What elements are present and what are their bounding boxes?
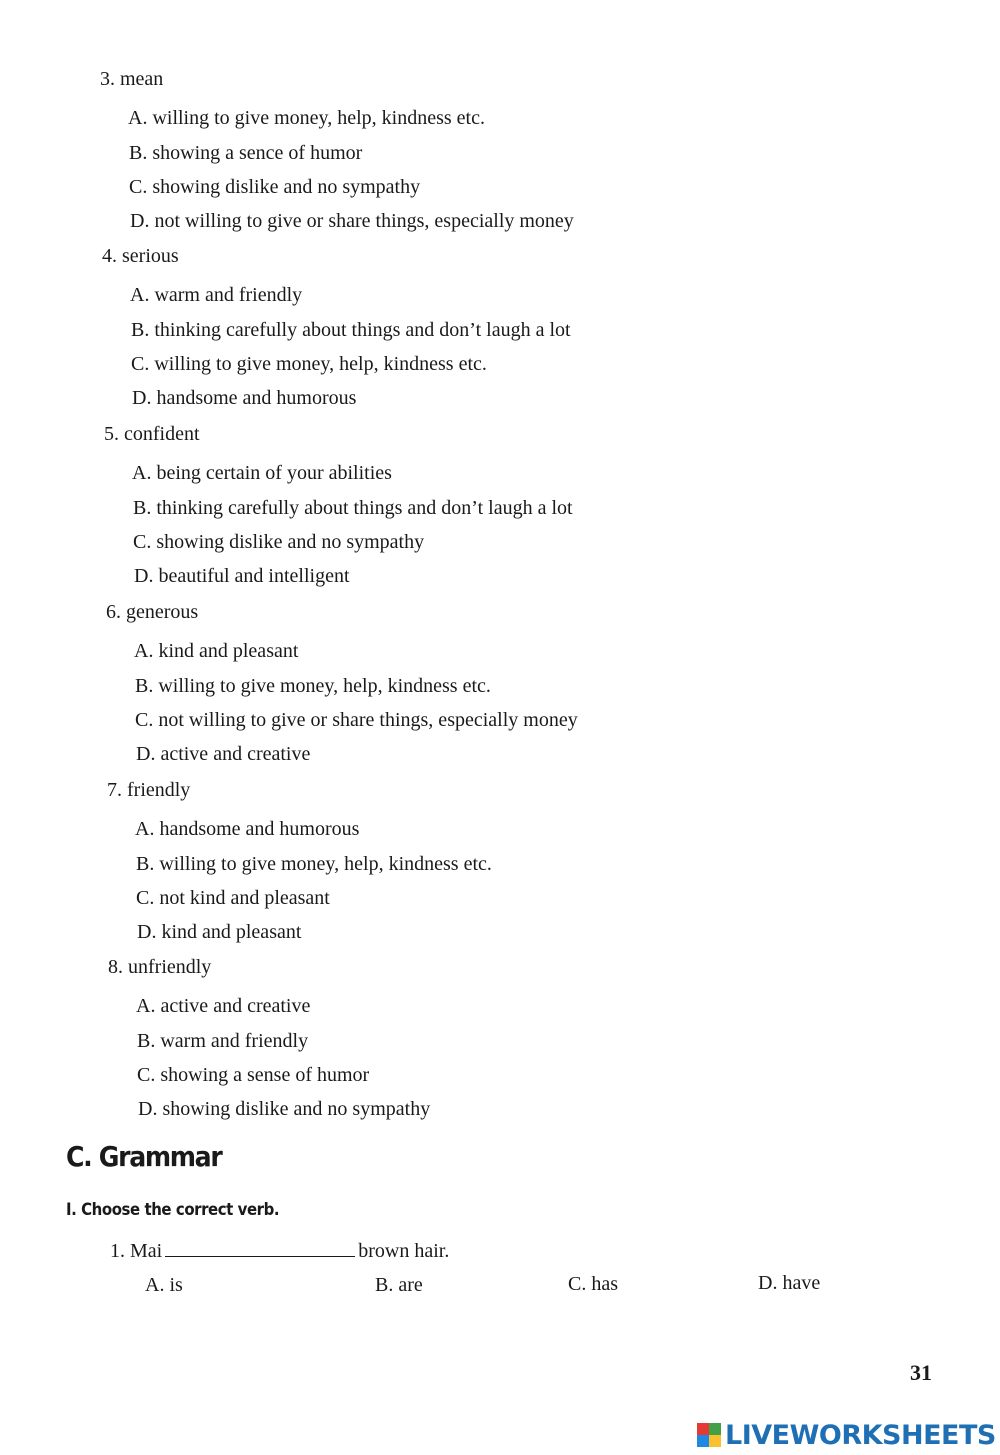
grammar-question [110, 1238, 449, 1263]
answer-option[interactable]: D. beautiful and intelligent [134, 565, 350, 587]
liveworksheets-logo [697, 1420, 996, 1450]
brand-icon [697, 1423, 721, 1447]
exercise-instruction: I. Choose the correct verb. [66, 1200, 280, 1220]
answer-blank[interactable] [165, 1238, 355, 1257]
answer-option[interactable]: B. willing to give money, help, kindness etc. [135, 675, 491, 697]
answer-option[interactable]: B. thinking carefully about things and don’t laugh a lot [131, 319, 571, 341]
answer-option[interactable]: B. thinking carefully about things and don’t laugh a lot [133, 497, 573, 519]
question-label: 8. unfriendly [108, 956, 212, 978]
answer-option[interactable]: A. willing to give money, help, kindness etc. [128, 107, 485, 129]
answer-option[interactable]: D. not willing to give or share things, especially money [130, 210, 574, 232]
answer-option[interactable]: A. active and creative [136, 995, 311, 1017]
answer-option[interactable]: C. showing a sense of humor [137, 1064, 370, 1086]
question-label: 6. generous [106, 601, 199, 623]
section-title: C. Grammar [66, 1140, 222, 1173]
answer-option[interactable]: C. not willing to give or share things, especially money [135, 709, 578, 731]
question-label: 3. mean [100, 68, 164, 90]
answer-option[interactable]: A. warm and friendly [130, 284, 303, 306]
answer-option[interactable]: D. showing dislike and no sympathy [138, 1098, 431, 1120]
grammar-option-c[interactable]: C. has [568, 1273, 618, 1295]
answer-option[interactable]: B. willing to give money, help, kindness etc. [136, 853, 492, 875]
answer-option[interactable]: C. showing dislike and no sympathy [133, 531, 425, 553]
page-number: 31 [910, 1360, 932, 1385]
answer-option[interactable]: A. kind and pleasant [134, 640, 299, 662]
question-label: 7. friendly [107, 779, 191, 801]
brand-text: LIVEWORKSHEETS [725, 1419, 996, 1451]
answer-option[interactable]: B. showing a sence of humor [129, 142, 363, 164]
question-prefix: 1. Mai [110, 1240, 163, 1262]
question-suffix: brown hair. [358, 1240, 450, 1262]
answer-option[interactable]: A. handsome and humorous [135, 818, 360, 840]
grammar-option-a[interactable]: A. is [145, 1274, 183, 1296]
question-label: 5. confident [104, 423, 200, 445]
answer-option[interactable]: D. active and creative [136, 743, 311, 765]
answer-option[interactable]: C. willing to give money, help, kindness etc. [131, 353, 487, 375]
answer-option[interactable]: B. warm and friendly [137, 1030, 309, 1052]
answer-option[interactable]: D. handsome and humorous [132, 387, 357, 409]
answer-option[interactable]: D. kind and pleasant [137, 921, 302, 943]
grammar-option-b[interactable]: B. are [375, 1274, 423, 1296]
question-label: 4. serious [102, 245, 179, 267]
grammar-option-d[interactable]: D. have [758, 1272, 821, 1294]
answer-option[interactable]: A. being certain of your abilities [132, 462, 392, 484]
answer-option[interactable]: C. showing dislike and no sympathy [129, 176, 421, 198]
answer-option[interactable]: C. not kind and pleasant [136, 887, 330, 909]
